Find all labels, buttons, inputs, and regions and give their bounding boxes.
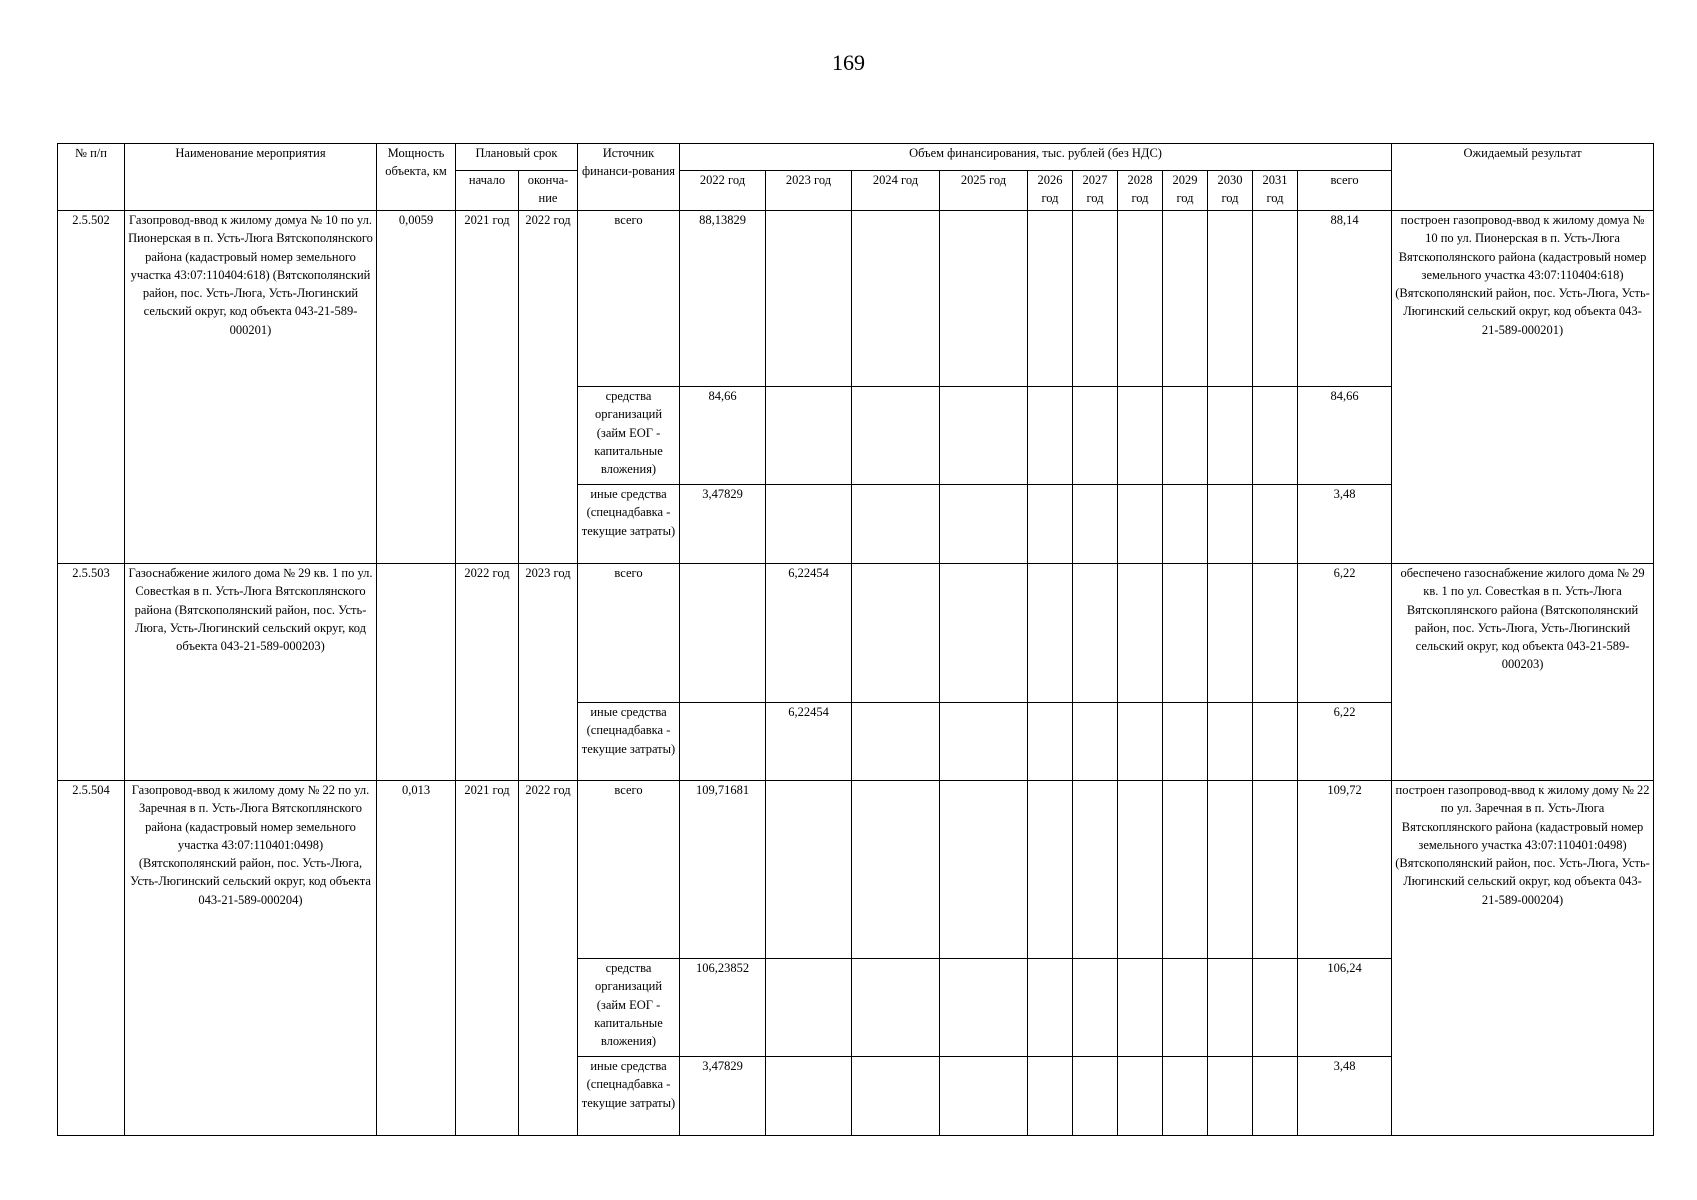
row-result: построен газопровод-ввод к жилому дому № 22 по ул. Заречная в п. Усть-Люга Вятскоплянского района (кадастровый номер земельного участка 43:07:110401:0498) (Вятскополянский район, пос. Усть-Люга, Усть-Люгинский сельский округ, код объекта 043-21-589-000204) [1392, 781, 1654, 1136]
row-start: 2021 год [456, 211, 519, 564]
header-year: 2028 год [1118, 171, 1163, 211]
row-source: всего [578, 564, 680, 703]
cell-2023 [766, 781, 852, 959]
header-year: 2023 год [766, 171, 852, 211]
row-source: иные средства (спецнадбавка - текущие затраты) [578, 485, 680, 564]
cell-total: 106,24 [1298, 959, 1392, 1057]
row-num: 2.5.503 [58, 564, 125, 781]
cell-2022: 3,47829 [680, 1057, 766, 1136]
header-period-start: начало [456, 171, 519, 211]
header-result: Ожидаемый результат [1392, 144, 1654, 211]
cell-2023 [766, 959, 852, 1057]
row-capacity: 0,013 [377, 781, 456, 1136]
cell-2022 [680, 564, 766, 703]
cell-2022: 106,23852 [680, 959, 766, 1057]
cell-total: 6,22 [1298, 703, 1392, 781]
row-start: 2021 год [456, 781, 519, 1136]
cell-total: 3,48 [1298, 1057, 1392, 1136]
cell-2022 [680, 703, 766, 781]
header-year: 2027 год [1073, 171, 1118, 211]
header-year: 2026 год [1028, 171, 1073, 211]
cell-total: 6,22 [1298, 564, 1392, 703]
cell-2023 [766, 485, 852, 564]
cell-2022: 109,71681 [680, 781, 766, 959]
header-year: 2029 год [1163, 171, 1208, 211]
row-source: иные средства (спецнадбавка - текущие затраты) [578, 703, 680, 781]
row-end: 2022 год [519, 211, 578, 564]
row-num: 2.5.504 [58, 781, 125, 1136]
cell-2023 [766, 211, 852, 387]
row-source: средства организаций (займ ЕОГ - капитальные вложения) [578, 959, 680, 1057]
cell-total: 84,66 [1298, 387, 1392, 485]
cell-2023: 6,22454 [766, 564, 852, 703]
row-num: 2.5.502 [58, 211, 125, 564]
header-year: 2025 год [940, 171, 1028, 211]
row-source: всего [578, 781, 680, 959]
cell-2023: 6,22454 [766, 703, 852, 781]
row-start: 2022 год [456, 564, 519, 781]
page-number: 169 [832, 50, 865, 75]
header-capacity: Мощность объекта, км [377, 144, 456, 211]
header-year: 2024 год [852, 171, 940, 211]
header-year: 2022 год [680, 171, 766, 211]
cell-2022: 84,66 [680, 387, 766, 485]
cell-2022: 88,13829 [680, 211, 766, 387]
header-total: всего [1298, 171, 1392, 211]
row-source: иные средства (спецнадбавка - текущие затраты) [578, 1057, 680, 1136]
row-end: 2023 год [519, 564, 578, 781]
row-result: построен газопровод-ввод к жилому домуа № 10 по ул. Пионерская в п. Усть-Люга Вятскополянского района (кадастровый номер земельного участка 43:07:110404:618) (Вятскополянский район, пос. Усть-Люга, Усть-Люгинский сельский округ, код объекта 043-21-589-000201) [1392, 211, 1654, 564]
funding-table [57, 143, 1654, 1136]
row-end: 2022 год [519, 781, 578, 1136]
header-period-end: оконча-ние [519, 171, 578, 211]
row-result: обеспечено газоснабжение жилого дома № 29 кв. 1 по ул. Совестkая в п. Усть-Люга Вятскоплянского района (Вятскополянский район, пос. Усть-Люга, Усть-Люгинский сельский округ, код объекта 043-21-589-000203) [1392, 564, 1654, 781]
cell-2023 [766, 387, 852, 485]
header-name: Наименование мероприятия [125, 144, 377, 211]
cell-2023 [766, 1057, 852, 1136]
cell-total: 88,14 [1298, 211, 1392, 387]
header-source: Источник финанси-рования [578, 144, 680, 211]
header-funding: Объем финансирования, тыс. рублей (без НДС) [680, 144, 1392, 171]
cell-total: 109,72 [1298, 781, 1392, 959]
row-name: Газопровод-ввод к жилому дому № 22 по ул. Заречная в п. Усть-Люга Вятскоплянского района (кадастровый номер земельного участка 43:07:110401:0498) (Вятскополянский район, пос. Усть-Люга, Усть-Люгинский сельский округ, код объекта 043-21-589-000204) [125, 781, 377, 1136]
row-source: средства организаций (займ ЕОГ - капитальные вложения) [578, 387, 680, 485]
row-capacity [377, 564, 456, 781]
row-source: всего [578, 211, 680, 387]
header-year: 2030 год [1208, 171, 1253, 211]
cell-total: 3,48 [1298, 485, 1392, 564]
header-period: Плановый срок [456, 144, 578, 171]
header-num: № п/п [58, 144, 125, 211]
row-name: Газоснабжение жилого дома № 29 кв. 1 по ул. Совестkая в п. Усть-Люга Вятскоплянского района (Вятскополянский район, пос. Усть-Люга, Усть-Люгинский сельский округ, код объекта 043-21-589-000203) [125, 564, 377, 781]
header-year: 2031 год [1253, 171, 1298, 211]
cell-2022: 3,47829 [680, 485, 766, 564]
row-capacity: 0,0059 [377, 211, 456, 564]
row-name: Газопровод-ввод к жилому домуа № 10 по ул. Пионерская в п. Усть-Люга Вятскополянского района (кадастровый номер земельного участка 43:07:110404:618) (Вятскополянский район, пос. Усть-Люга, Усть-Люгинский сельский округ, код объекта 043-21-589-000201) [125, 211, 377, 564]
